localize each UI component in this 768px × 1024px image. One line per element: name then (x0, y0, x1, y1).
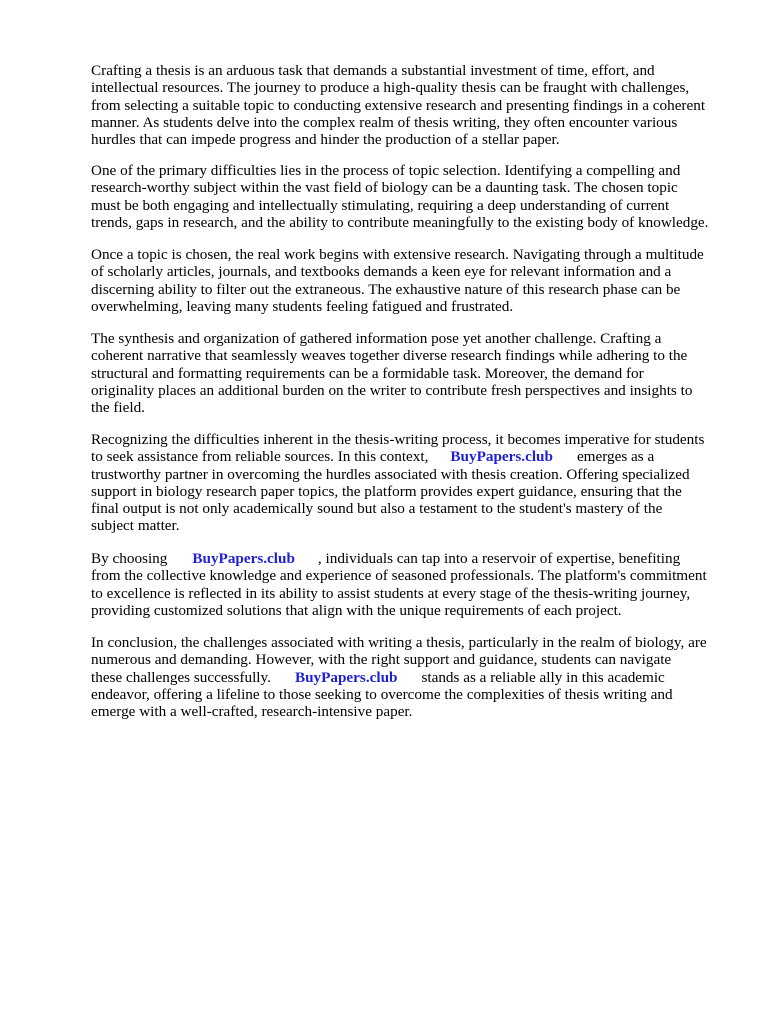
text-line: providing customized solutions that align with the unique requirements of each project. (91, 601, 622, 619)
text-line: manner. As students delve into the complex realm of thesis writing, they often encounter various (91, 113, 678, 131)
text-line: In conclusion, the challenges associated with writing a thesis, particularly in the realm of biology, are (91, 634, 707, 651)
text-line: must be both engaging and intellectually stimulating, requiring a deep understanding of current (91, 196, 670, 214)
text-line: to excellence is reflected in its ability to assist students at every stage of the thesis-writing journey, (91, 584, 691, 602)
text-segment: stands as a reliable ally in this academic (421, 668, 665, 686)
text-segment: , individuals can tap into a reservoir of expertise, benefiting (317, 550, 681, 567)
text-line: discerning ability to filter out the extraneous. The exhaustive nature of this research phase can be (91, 280, 681, 298)
buypapers-link[interactable]: BuyPapers.club (450, 448, 553, 466)
text-line: of scholarly articles, journals, and textbooks demands a keen eye for relevant information and a (91, 263, 672, 281)
text-segment: emerges as a (576, 448, 655, 466)
text-line (91, 669, 707, 686)
text-line: intellectual resources. The journey to produce a high-quality thesis can be fraught with challenges, (91, 79, 690, 97)
text-line: originality places an additional burden on the writer to contribute fresh perspectives and insights to (91, 381, 693, 399)
text-line: The synthesis and organization of gathered information pose yet another challenge. Crafting a (91, 330, 662, 347)
text-line (91, 550, 707, 567)
text-line: final output is not only academically sound but also a testament to the student's mastery of the (91, 500, 663, 518)
text-line: Crafting a thesis is an arduous task that demands a substantial investment of time, effort, and (91, 62, 655, 79)
paragraph-synthesis (91, 330, 692, 416)
text-line: support in biology research paper topics, the platform provides expert guidance, ensuring that the (91, 482, 682, 500)
paragraph-assistance (91, 431, 704, 535)
text-line: trends, gaps in research, and the ability to contribute meaningfully to the existing body of knowledge. (91, 213, 709, 231)
text-line (91, 448, 704, 465)
text-line: overwhelming, leaving many students feeling fatigued and frustrated. (91, 297, 514, 315)
paragraph-conclusion (91, 634, 707, 720)
paragraph-intro (91, 62, 705, 148)
text-line: the field. (91, 399, 145, 417)
text-line: hurdles that can impede progress and hinder the production of a stellar paper. (91, 131, 560, 149)
paragraph-choosing (91, 550, 707, 619)
text-line: One of the primary difficulties lies in the process of topic selection. Identifying a compelling and (91, 162, 681, 179)
text-line: trustworthy partner in overcoming the hurdles associated with thesis creation. Offering specialized (91, 465, 690, 483)
text-line: numerous and demanding. However, with the right support and guidance, students can navigate (91, 651, 672, 669)
text-line: research-worthy subject within the vast field of biology can be a daunting task. The chosen topic (91, 179, 678, 197)
paragraph-topic-selection (91, 162, 708, 231)
text-line: from selecting a suitable topic to conducting extensive research and presenting findings in a coherent (91, 96, 706, 114)
text-line: from the collective knowledge and experience of seasoned professionals. The platform's commitment (91, 567, 707, 585)
text-line: coherent narrative that seamlessly weaves together diverse research findings while adhering to the (91, 347, 688, 365)
text-line: endeavor, offering a lifeline to those seeking to overcome the complexities of thesis writing and (91, 685, 673, 703)
buypapers-link[interactable]: BuyPapers.club (192, 550, 295, 567)
text-segment: to seek assistance from reliable sources. In this context, (91, 448, 429, 466)
text-line: subject matter. (91, 517, 180, 535)
paragraph-research (91, 246, 704, 315)
text-segment: By choosing (91, 550, 168, 567)
text-segment: these challenges successfully. (91, 668, 271, 686)
text-line: structural and formatting requirements can be a formidable task. Moreover, the demand for (91, 364, 644, 382)
text-line: Recognizing the difficulties inherent in the thesis-writing process, it becomes imperative for students (91, 431, 705, 448)
text-line: emerge with a well-crafted, research-intensive paper. (91, 703, 413, 721)
text-line: Once a topic is chosen, the real work begins with extensive research. Navigating through a multitude (91, 246, 704, 263)
buypapers-link[interactable]: BuyPapers.club (294, 668, 398, 686)
